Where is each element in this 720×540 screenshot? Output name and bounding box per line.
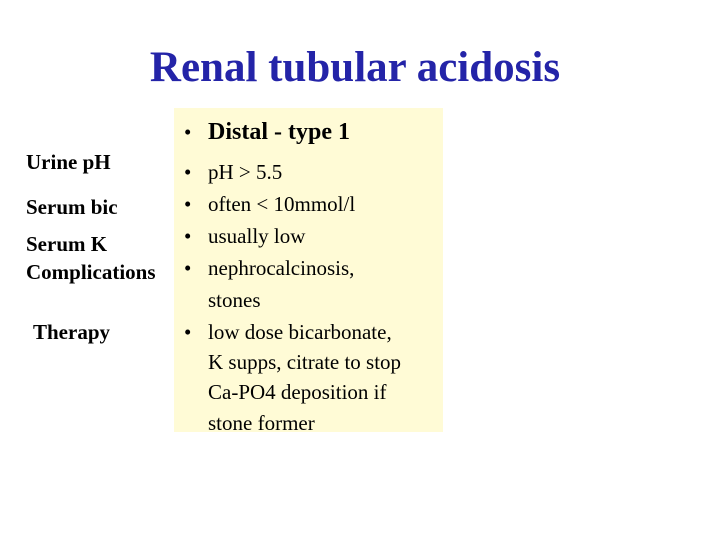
bullet-glyph: • xyxy=(184,160,192,184)
label-urine-ph: Urine pH xyxy=(26,150,111,174)
column-header: Distal - type 1 xyxy=(208,119,350,145)
value-therapy-line: Ca-PO4 deposition if xyxy=(208,380,387,404)
bullet-glyph: • xyxy=(184,320,192,344)
value-serum-k: usually low xyxy=(208,224,306,248)
label-serum-k: Serum K xyxy=(26,232,108,256)
value-serum-bic: often < 10mmol/l xyxy=(208,192,356,216)
bullet-glyph: • xyxy=(184,256,192,280)
bullet-glyph: • xyxy=(184,224,192,248)
value-urine-ph: pH > 5.5 xyxy=(208,160,283,184)
value-therapy-line: low dose bicarbonate, xyxy=(208,320,392,344)
value-complications-line: stones xyxy=(208,288,261,312)
value-complications-line: nephrocalcinosis, xyxy=(208,256,355,280)
label-serum-bic: Serum bic xyxy=(26,195,118,219)
label-complications: Complications xyxy=(26,260,156,284)
label-therapy: Therapy xyxy=(33,320,111,344)
value-therapy-line: K supps, citrate to stop xyxy=(208,350,402,374)
bullet-glyph: • xyxy=(184,192,192,216)
value-therapy-line: stone former xyxy=(208,411,315,435)
bullet-glyph: • xyxy=(184,120,192,144)
slide-title: Renal tubular acidosis xyxy=(149,44,561,91)
